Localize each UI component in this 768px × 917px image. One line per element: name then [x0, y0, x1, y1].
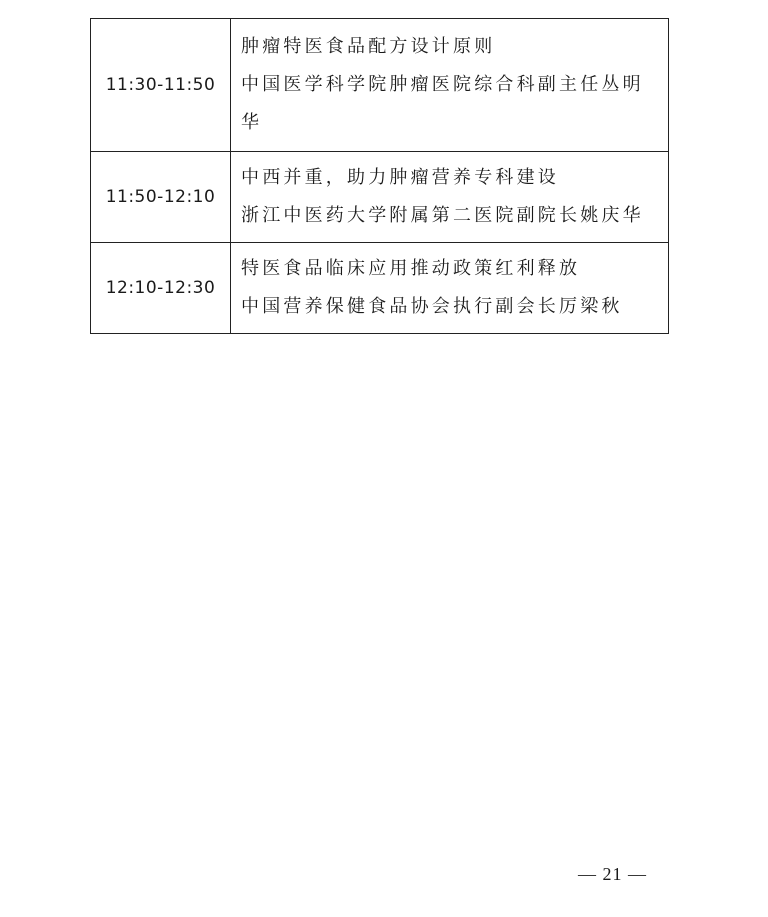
time-slot: 12:10-12:30: [91, 243, 231, 334]
time-slot: 11:50-12:10: [91, 152, 231, 243]
session-speaker: 中国营养保健食品协会执行副会长厉梁秋: [241, 296, 623, 317]
time-slot: 11:30-11:50: [91, 19, 231, 152]
session-title: 肿瘤特医食品配方设计原则: [241, 36, 496, 57]
session-title: 特医食品临床应用推动政策红利释放: [241, 258, 581, 279]
session-detail: [231, 243, 669, 334]
schedule-row: [91, 152, 669, 243]
session-detail: [231, 152, 669, 243]
page-number: — 21 —: [578, 864, 647, 884]
session-detail: [231, 19, 669, 152]
schedule-row: [91, 243, 669, 334]
session-speaker: 中国医学科学院肿瘤医院综合科副主任丛明华: [241, 74, 644, 133]
schedule-row: [91, 19, 669, 152]
schedule-table: [90, 18, 669, 334]
session-title: 中西并重，助力肿瘤营养专科建设: [241, 167, 559, 188]
session-speaker: 浙江中医药大学附属第二医院副院长姚庆华: [241, 205, 644, 226]
